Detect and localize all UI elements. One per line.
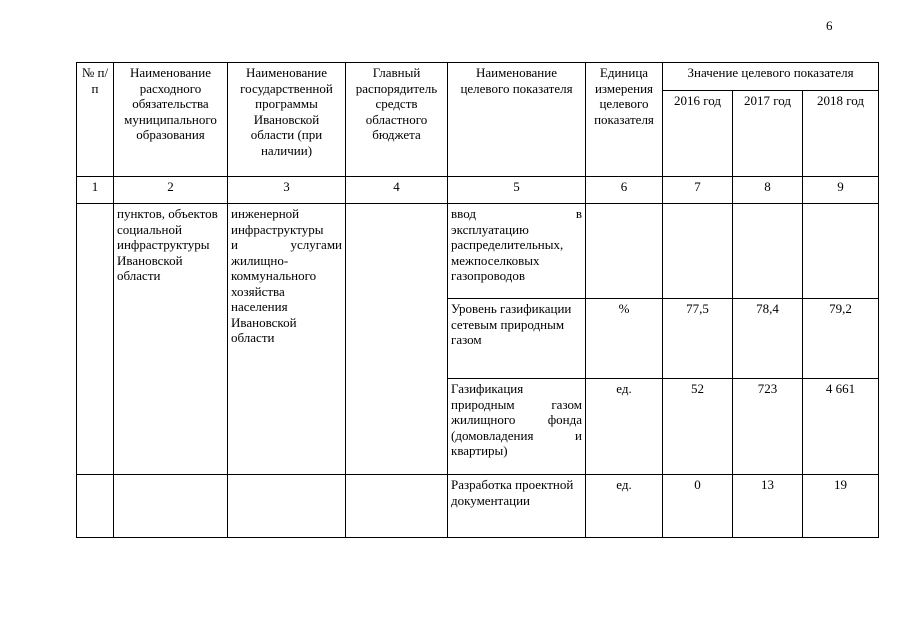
value-2018-cell (803, 204, 879, 299)
column-index: 4 (346, 177, 448, 204)
page-number: 6 (826, 18, 833, 33)
header-year-2016: 2016 год (663, 91, 733, 177)
program-cell (228, 204, 346, 475)
indicator-cell: Газификация природным газом жилищного фонда (домовладения и квартиры) (448, 379, 586, 475)
row-number-cell (77, 204, 114, 475)
value-2017-cell: 13 (733, 475, 803, 538)
unit-cell: % (586, 299, 663, 379)
unit-cell: ед. (586, 379, 663, 475)
column-index: 9 (803, 177, 879, 204)
indicator-cell: Уровень газификации сетевым природным газом (448, 299, 586, 379)
program-text-line (231, 237, 342, 253)
program-text-part3: жилищно-коммунального хозяйства населения Ивановской области (231, 252, 317, 345)
table-row (77, 204, 879, 299)
value-2018-cell: 79,2 (803, 299, 879, 379)
column-index: 8 (733, 177, 803, 204)
program-text-word: услугами (290, 237, 342, 252)
header-year-2018: 2018 год (803, 91, 879, 177)
obligation-cell: пунктов, объектов социальной инфраструктуры Ивановской области (114, 204, 228, 475)
header-obligation: Наименование расходного обязательства муниципального образования (114, 63, 228, 177)
value-2017-cell (733, 204, 803, 299)
header-indicator: Наименование целевого показателя (448, 63, 586, 177)
value-2016-cell (663, 204, 733, 299)
obligation-cell (114, 475, 228, 538)
header-program: Наименование государственной программы Ивановской области (при наличии) (228, 63, 346, 177)
indicator-text-rest: эксплуатацию распределительных, межпоселковых газопроводов (451, 221, 564, 283)
column-index: 7 (663, 177, 733, 204)
table-row (77, 475, 879, 538)
value-2018-cell: 4 661 (803, 379, 879, 475)
value-2018-cell: 19 (803, 475, 879, 538)
header-target-value: Значение целевого показателя (663, 63, 879, 91)
column-index: 3 (228, 177, 346, 204)
unit-cell (586, 204, 663, 299)
manager-cell (346, 475, 448, 538)
value-2017-cell: 723 (733, 379, 803, 475)
indicator-cell (448, 204, 586, 299)
value-2017-cell: 78,4 (733, 299, 803, 379)
unit-cell: ед. (586, 475, 663, 538)
target-indicators-table (76, 62, 879, 538)
program-text-word: и (231, 237, 238, 252)
header-row (77, 63, 879, 91)
value-2016-cell: 77,5 (663, 299, 733, 379)
header-number: № п/п (77, 63, 114, 177)
column-index: 1 (77, 177, 114, 204)
value-2016-cell: 52 (663, 379, 733, 475)
column-index: 5 (448, 177, 586, 204)
column-index-row (77, 177, 879, 204)
indicator-text-word: в (575, 206, 582, 221)
header-manager: Главный распорядитель средств областного бюджета (346, 63, 448, 177)
header-year-2017: 2017 год (733, 91, 803, 177)
header-unit: Единица измерения целевого показателя (586, 63, 663, 177)
column-index: 2 (114, 177, 228, 204)
indicator-text-line (451, 206, 582, 222)
value-2016-cell: 0 (663, 475, 733, 538)
indicator-text-word: ввод (451, 206, 476, 221)
row-number-cell (77, 475, 114, 538)
manager-cell (346, 204, 448, 475)
program-cell (228, 475, 346, 538)
column-index: 6 (586, 177, 663, 204)
indicator-cell: Разработка проектной документации (448, 475, 586, 538)
program-text-part1: инженерной инфраструктуры (231, 206, 324, 237)
